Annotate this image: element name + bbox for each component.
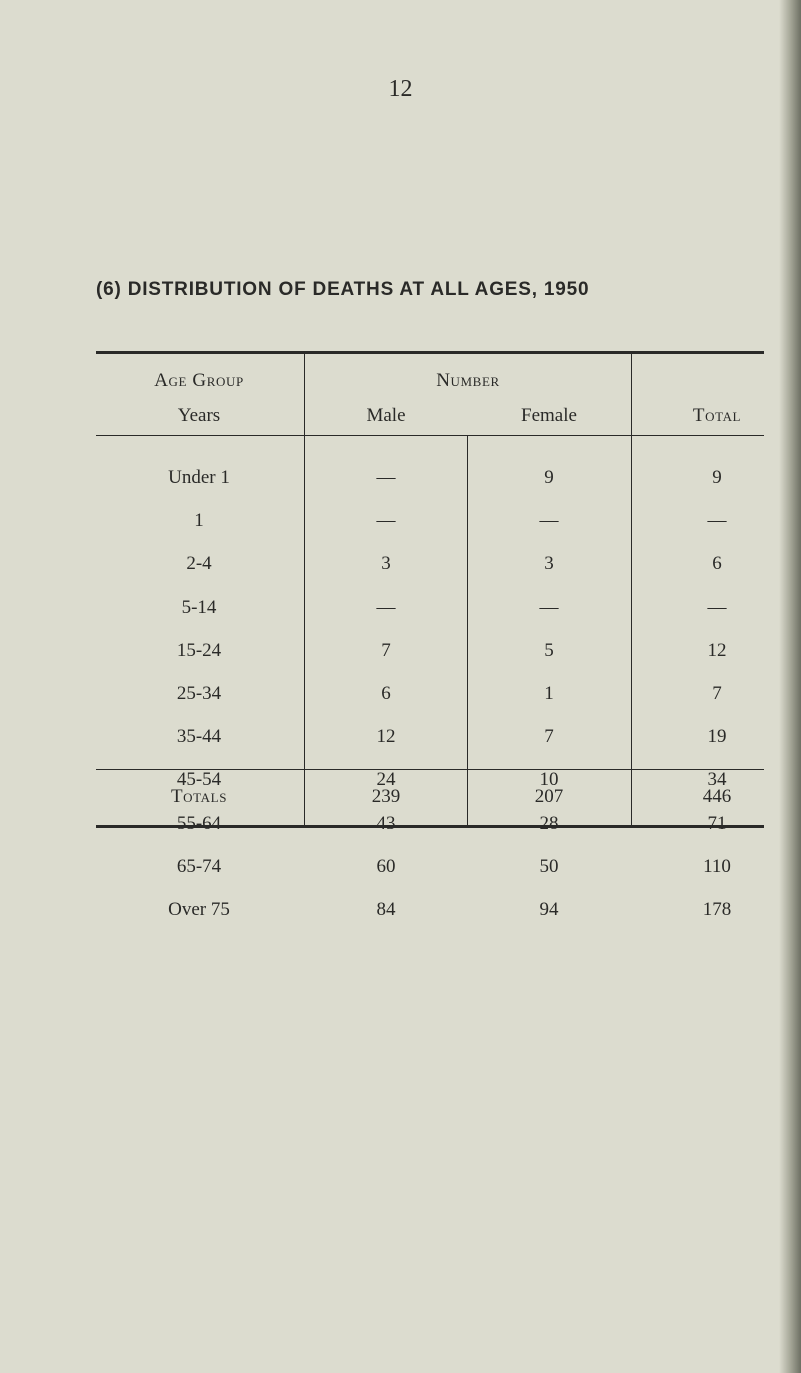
cell-total: 71: [707, 813, 727, 834]
cell-female: 1: [544, 683, 554, 704]
cell-male: 24: [376, 769, 396, 790]
cell-age: Under 1: [168, 467, 230, 488]
table-title: (6) DISTRIBUTION OF DEATHS AT ALL AGES, 1950: [96, 279, 590, 300]
cell-male: 6: [381, 683, 391, 704]
table-top-rule: [96, 351, 764, 354]
totals-female: 207: [534, 786, 564, 807]
header-bottom-rule: [96, 435, 764, 436]
header-male: Male: [366, 405, 406, 426]
cell-female: 7: [544, 726, 554, 747]
cell-female: 50: [539, 856, 559, 877]
cell-age: 55-64: [176, 813, 222, 834]
cell-age: 15-24: [176, 640, 222, 661]
cell-female: 5: [544, 640, 554, 661]
cell-male: 60: [376, 856, 396, 877]
cell-total: —: [707, 510, 727, 531]
cell-male: 3: [381, 553, 391, 574]
cell-age: 35-44: [176, 726, 222, 747]
cell-male: —: [376, 510, 396, 531]
cell-male: 84: [376, 899, 396, 920]
cell-male: 43: [376, 813, 396, 834]
cell-age: 2-4: [186, 553, 212, 574]
page-number: 12: [388, 76, 413, 102]
cell-total: 110: [703, 856, 731, 877]
totals-label: Totals: [170, 786, 228, 807]
header-age-group: Age Group: [154, 370, 244, 391]
cell-female: 28: [539, 813, 559, 834]
cell-male: —: [376, 467, 396, 488]
column-divider-2: [467, 436, 468, 825]
cell-female: —: [539, 510, 559, 531]
header-number: Number: [436, 370, 500, 391]
header-total: Total: [692, 405, 742, 426]
cell-total: 19: [707, 726, 727, 747]
cell-male: —: [376, 597, 396, 618]
cell-total: 34: [707, 769, 727, 790]
cell-female: 10: [539, 769, 559, 790]
cell-age: 45-54: [176, 769, 222, 790]
cell-female: 3: [544, 553, 554, 574]
cell-age: Over 75: [168, 899, 230, 920]
totals-male: 239: [371, 786, 401, 807]
cell-male: 7: [381, 640, 391, 661]
cell-age: 65-74: [176, 856, 222, 877]
cell-age: 1: [194, 510, 204, 531]
totals-total: 446: [702, 786, 732, 807]
cell-total: 6: [712, 553, 722, 574]
cell-total: 178: [702, 899, 732, 920]
header-years: Years: [177, 405, 221, 426]
cell-female: 9: [544, 467, 554, 488]
column-divider-1: [304, 354, 305, 825]
cell-female: 94: [539, 899, 559, 920]
cell-total: 12: [707, 640, 727, 661]
cell-male: 12: [376, 726, 396, 747]
cell-total: 9: [712, 467, 722, 488]
cell-female: —: [539, 597, 559, 618]
cell-age: 5-14: [181, 597, 217, 618]
cell-total: —: [707, 597, 727, 618]
cell-total: 7: [712, 683, 722, 704]
cell-age: 25-34: [176, 683, 222, 704]
header-female: Female: [521, 405, 577, 426]
